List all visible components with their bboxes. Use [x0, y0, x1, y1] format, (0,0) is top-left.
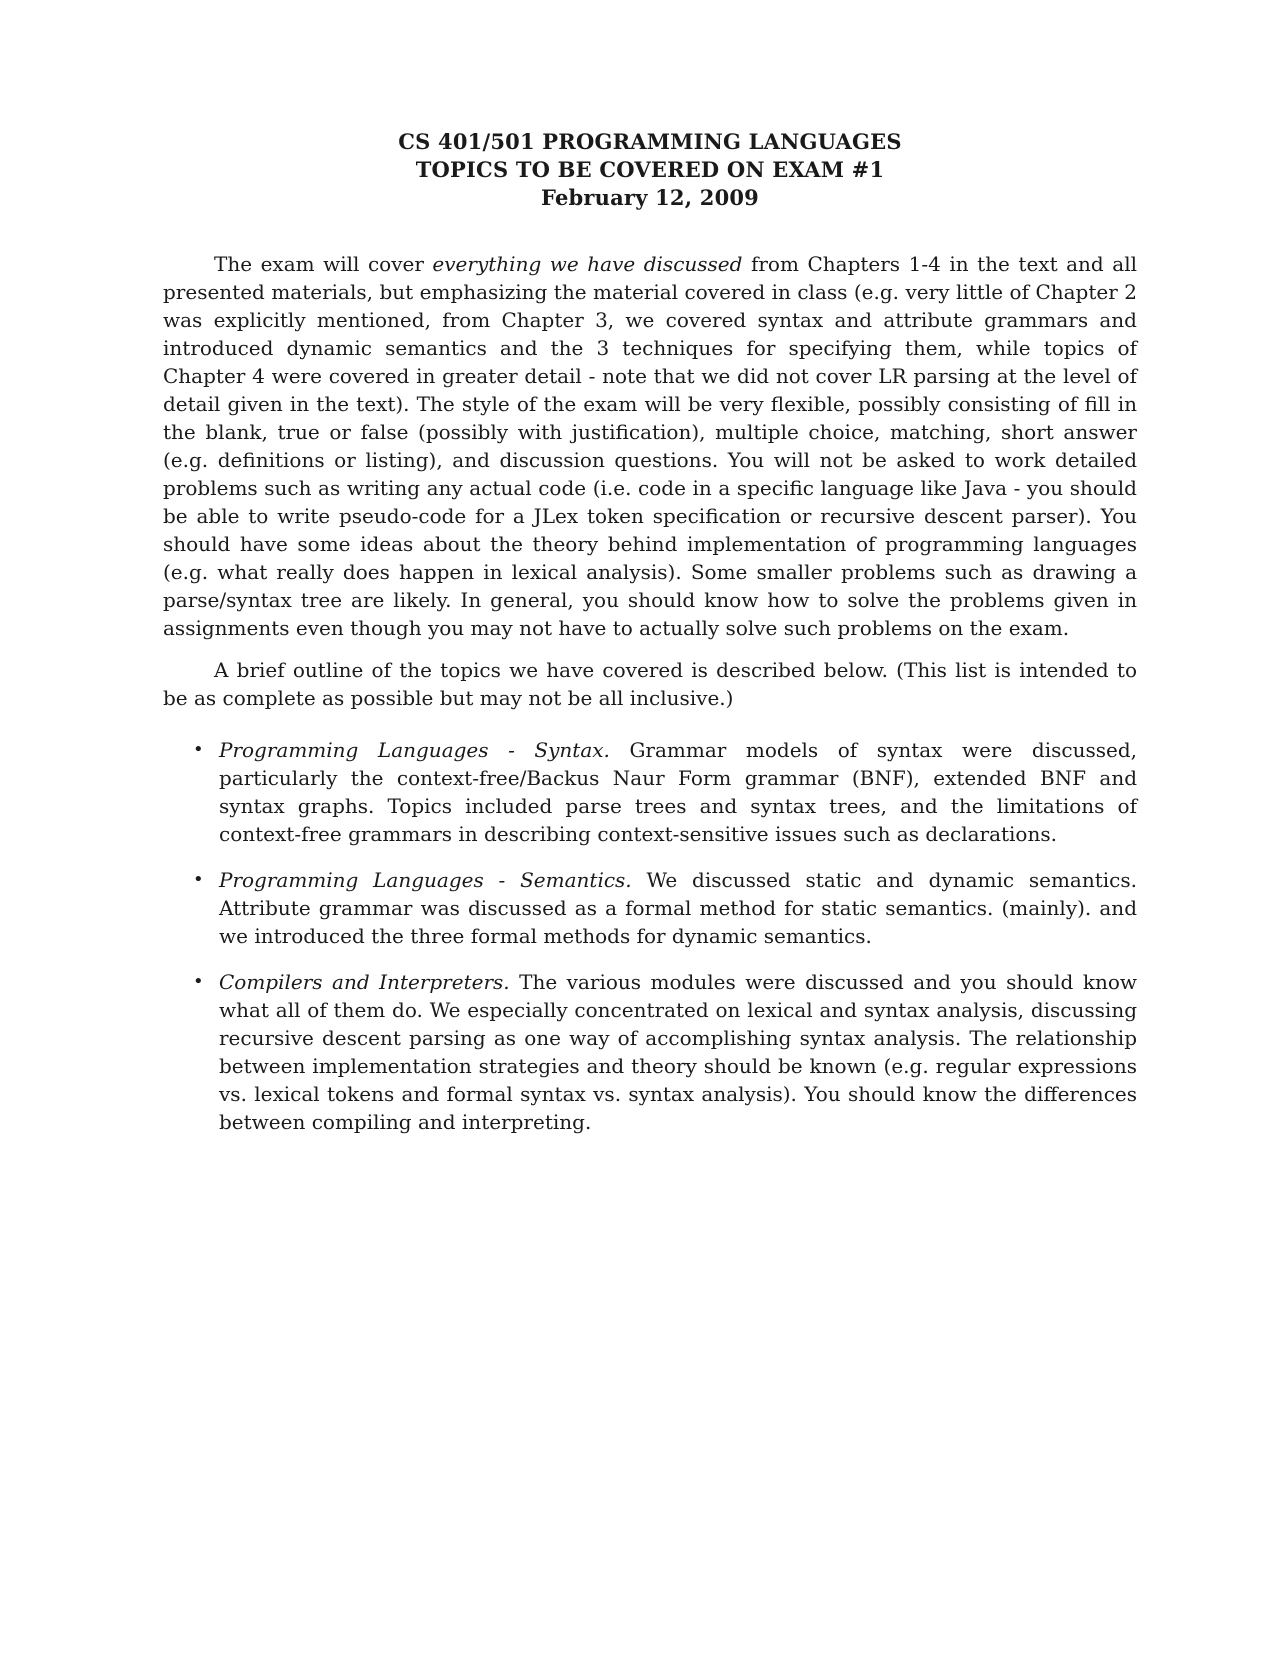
topic-text: Grammar models of syntax were discussed, particularly the context-free/Backus Naur Form grammar (BNF), extended BNF and syntax graphs. Topics included parse trees and syntax trees, and the limitations of context-free grammars in describing context-sensitive issues such as declarations. — [219, 738, 1138, 846]
topics-list — [163, 736, 1137, 1136]
bullet-icon: • — [193, 971, 204, 992]
course-title: CS 401/501 PROGRAMMING LANGUAGES — [398, 129, 902, 154]
document-page — [163, 128, 1137, 1154]
topic-title: Programming Languages - Semantics. — [219, 868, 632, 892]
intro-rest: from Chapters 1-4 in the text and all presented materials, but emphasizing the material covered in class (e.g. very little of Chapter 2 was explicitly mentioned, from Chapter 3, we covered syntax and attribute grammars and introduced dynamic semantics and the 3 techniques for specifying them, while topics of Chapter 4 were covered in greater detail - note that we did not cover LR parsing at the level of detail given in the text). The style of the exam will be very flexible, possibly consisting of fill in the blank, true or false (possibly with justification), multiple choice, matching, short answer (e.g. definitions or listing), and discussion questions. You will not be asked to work detailed problems such as writing any actual code (i.e. code in a specific language like Java - you should be able to write pseudo-code for a JLex token specification or recursive descent parser). You should have some ideas about the theory behind implementation of programming languages (e.g. what really does happen in lexical analysis). Some smaller problems such as drawing a parse/syntax tree are likely. In general, you should know how to solve the problems given in assignments even though you may not have to actually solve such problems on the exam. — [163, 252, 1137, 640]
list-item — [163, 968, 1137, 1136]
topic-title: Programming Languages - Syntax. — [219, 738, 610, 762]
intro-lead: The exam will cover — [214, 252, 433, 276]
topic-title: Compilers and Interpreters. — [219, 970, 510, 994]
intro-emphasis: everything we have discussed — [432, 252, 743, 276]
bullet-icon: • — [193, 869, 204, 890]
intro-paragraph — [163, 250, 1137, 642]
list-item — [163, 736, 1137, 848]
exam-date: February 12, 2009 — [540, 185, 759, 210]
exam-title: TOPICS TO BE COVERED ON EXAM #1 — [415, 157, 885, 182]
document-body — [163, 250, 1137, 1136]
bullet-icon: • — [193, 739, 204, 760]
topic-text: We discussed static and dynamic semantics. Attribute grammar was discussed as a formal method for static semantics. (mainly). and we introduced the three formal methods for dynamic semantics. — [219, 868, 1137, 948]
document-header — [163, 128, 1137, 212]
topic-text: The various modules were discussed and you should know what all of them do. We especially concentrated on lexical and syntax analysis, discussing recursive descent parsing as one way of accomplishing syntax analysis. The relationship between implementation strategies and theory should be known (e.g. regular expressions vs. lexical tokens and formal syntax vs. syntax analysis). You should know the differences between compiling and interpreting. — [219, 970, 1138, 1134]
list-item — [163, 866, 1137, 950]
outline-paragraph: A brief outline of the topics we have covered is described below. (This list is intended to be as complete as possible but may not be all inclusive.) — [163, 658, 1137, 710]
